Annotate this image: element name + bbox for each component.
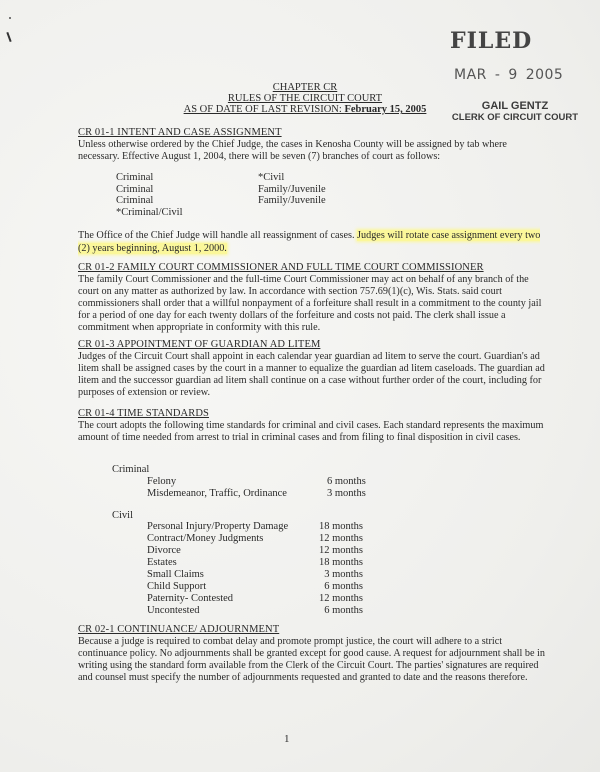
case-time: 6 months xyxy=(324,581,363,592)
branch-item: *Civil xyxy=(258,172,285,183)
revision-date: February 15, 2005 xyxy=(344,104,427,115)
case-time: 6 months xyxy=(324,605,363,616)
section-body-01-4: The court adopts the following time standards for criminal and civil cases. Each standard represents the maximum amount of time needed from arrest to trial in criminal cases and from filing to final disposition in civil cases. xyxy=(78,420,544,444)
document-header xyxy=(160,82,450,115)
section-closing-01-1 xyxy=(78,229,546,255)
rules-title: RULES OF THE CIRCUIT COURT xyxy=(227,93,383,104)
filed-date-stamp: MAR - 9 2005 xyxy=(454,67,564,83)
branch-item: Criminal xyxy=(116,172,154,183)
branches-left-column xyxy=(116,172,183,218)
case-type: Child Support xyxy=(147,581,207,592)
section-body-02-1: Because a judge is required to combat delay and promote prompt justice, the court will adhere to a strict continuance policy. No adjournments shall be granted except for good cause. A request for adjournment shall be in writing using the standard form available from the Clerk of the Circuit Court. The parties' signatures are required and counsel must specify the number of adjournments requested and granted to date and the reasons therefore. xyxy=(78,636,545,684)
section-body-01-2: The family Court Commissioner and the full-time Court Commissioner may act on behalf of any branch of the court on any matter as authorized by law. In accordance with section 757.69(1)(c), Wis. Stats. said court commissioners shall order that a willful nonpayment of a forfeiture shall result in a commitment to the county jail for a period of one day for each twenty dollars of the forfeiture and costs not paid. The clerk shall issue a commitment when appropriate in conformity with this rule. xyxy=(78,274,542,334)
case-type: Paternity- Contested xyxy=(147,593,234,604)
branches-right-column xyxy=(258,172,326,207)
branch-item: Criminal xyxy=(116,183,154,195)
highlighted-text: Judges will rotate case assignment every two (2) years beginning, August 1, 2000. xyxy=(78,230,541,254)
section-body-01-3: Judges of the Circuit Court shall appoint in each calendar year guardian ad litem to serve the court. Guardian's ad litem shall be assigned cases by the court in a manner to equalize the guardian ad litem caseloads. The guardian ad litem and the successor guardian ad litem shall continue on a case without further order of the court, including for purposes of extension or review. xyxy=(78,351,545,399)
scan-speck xyxy=(9,17,11,19)
branch-item: *Criminal/Civil xyxy=(116,206,183,218)
case-type: Small Claims xyxy=(147,569,204,580)
case-time: 3 months xyxy=(327,488,366,499)
section-title-01-2: CR 01-2 FAMILY COURT COMMISSIONER AND FULL TIME COURT COMMISSIONER xyxy=(78,262,484,273)
section-title-02-1: CR 02-1 CONTINUANCE/ ADJOURNMENT xyxy=(78,624,280,635)
page-number: 1 xyxy=(284,733,290,745)
case-type: Personal Injury/Property Damage xyxy=(147,521,289,532)
case-time: 18 months xyxy=(318,521,363,532)
case-time: 3 months xyxy=(324,569,363,580)
clerk-name: GAIL GENTZ xyxy=(481,100,549,112)
case-type: Contract/Money Judgments xyxy=(147,533,264,544)
branch-item: Criminal xyxy=(116,195,154,206)
section-body-01-1: Unless otherwise ordered by the Chief Judge, the cases in Kenosha County will be assigned by tab where necessary. Effective August 1, 2004, there will be seven (7) branches of court as follows: xyxy=(78,139,507,163)
case-time: 12 months xyxy=(318,545,363,556)
closing-text: The Office of the Chief Judge will handle all reassignment of cases. xyxy=(78,230,358,241)
branch-item: Family/Juvenile xyxy=(258,183,326,195)
clerk-title: CLERK OF CIRCUIT COURT xyxy=(451,112,579,123)
criminal-label: Criminal xyxy=(112,464,150,475)
case-type: Felony xyxy=(147,476,177,487)
scan-mark xyxy=(6,32,11,42)
filed-stamp: FILED xyxy=(450,28,533,54)
case-type: Misdemeanor, Traffic, Ordinance xyxy=(147,488,287,499)
branch-item: Family/Juvenile xyxy=(258,195,326,206)
clerk-stamp xyxy=(440,101,590,123)
revision-line xyxy=(160,104,450,115)
section-title-01-4: CR 01-4 TIME STANDARDS xyxy=(78,408,209,419)
case-type: Divorce xyxy=(147,545,181,556)
civil-label: Civil xyxy=(112,510,134,521)
case-type: Estates xyxy=(147,557,177,568)
case-time: 18 months xyxy=(318,557,363,568)
section-title-01-1: CR 01-1 INTENT AND CASE ASSIGNMENT xyxy=(78,127,282,138)
case-time: 12 months xyxy=(318,533,363,544)
case-type: Uncontested xyxy=(147,605,200,616)
case-time: 12 months xyxy=(318,593,363,604)
case-time: 6 months xyxy=(327,476,366,487)
chapter-title: CHAPTER CR xyxy=(272,82,338,93)
section-title-01-3: CR 01-3 APPOINTMENT OF GUARDIAN AD LITEM xyxy=(78,339,321,350)
revision-label: AS OF DATE OF LAST REVISION: xyxy=(183,104,345,115)
